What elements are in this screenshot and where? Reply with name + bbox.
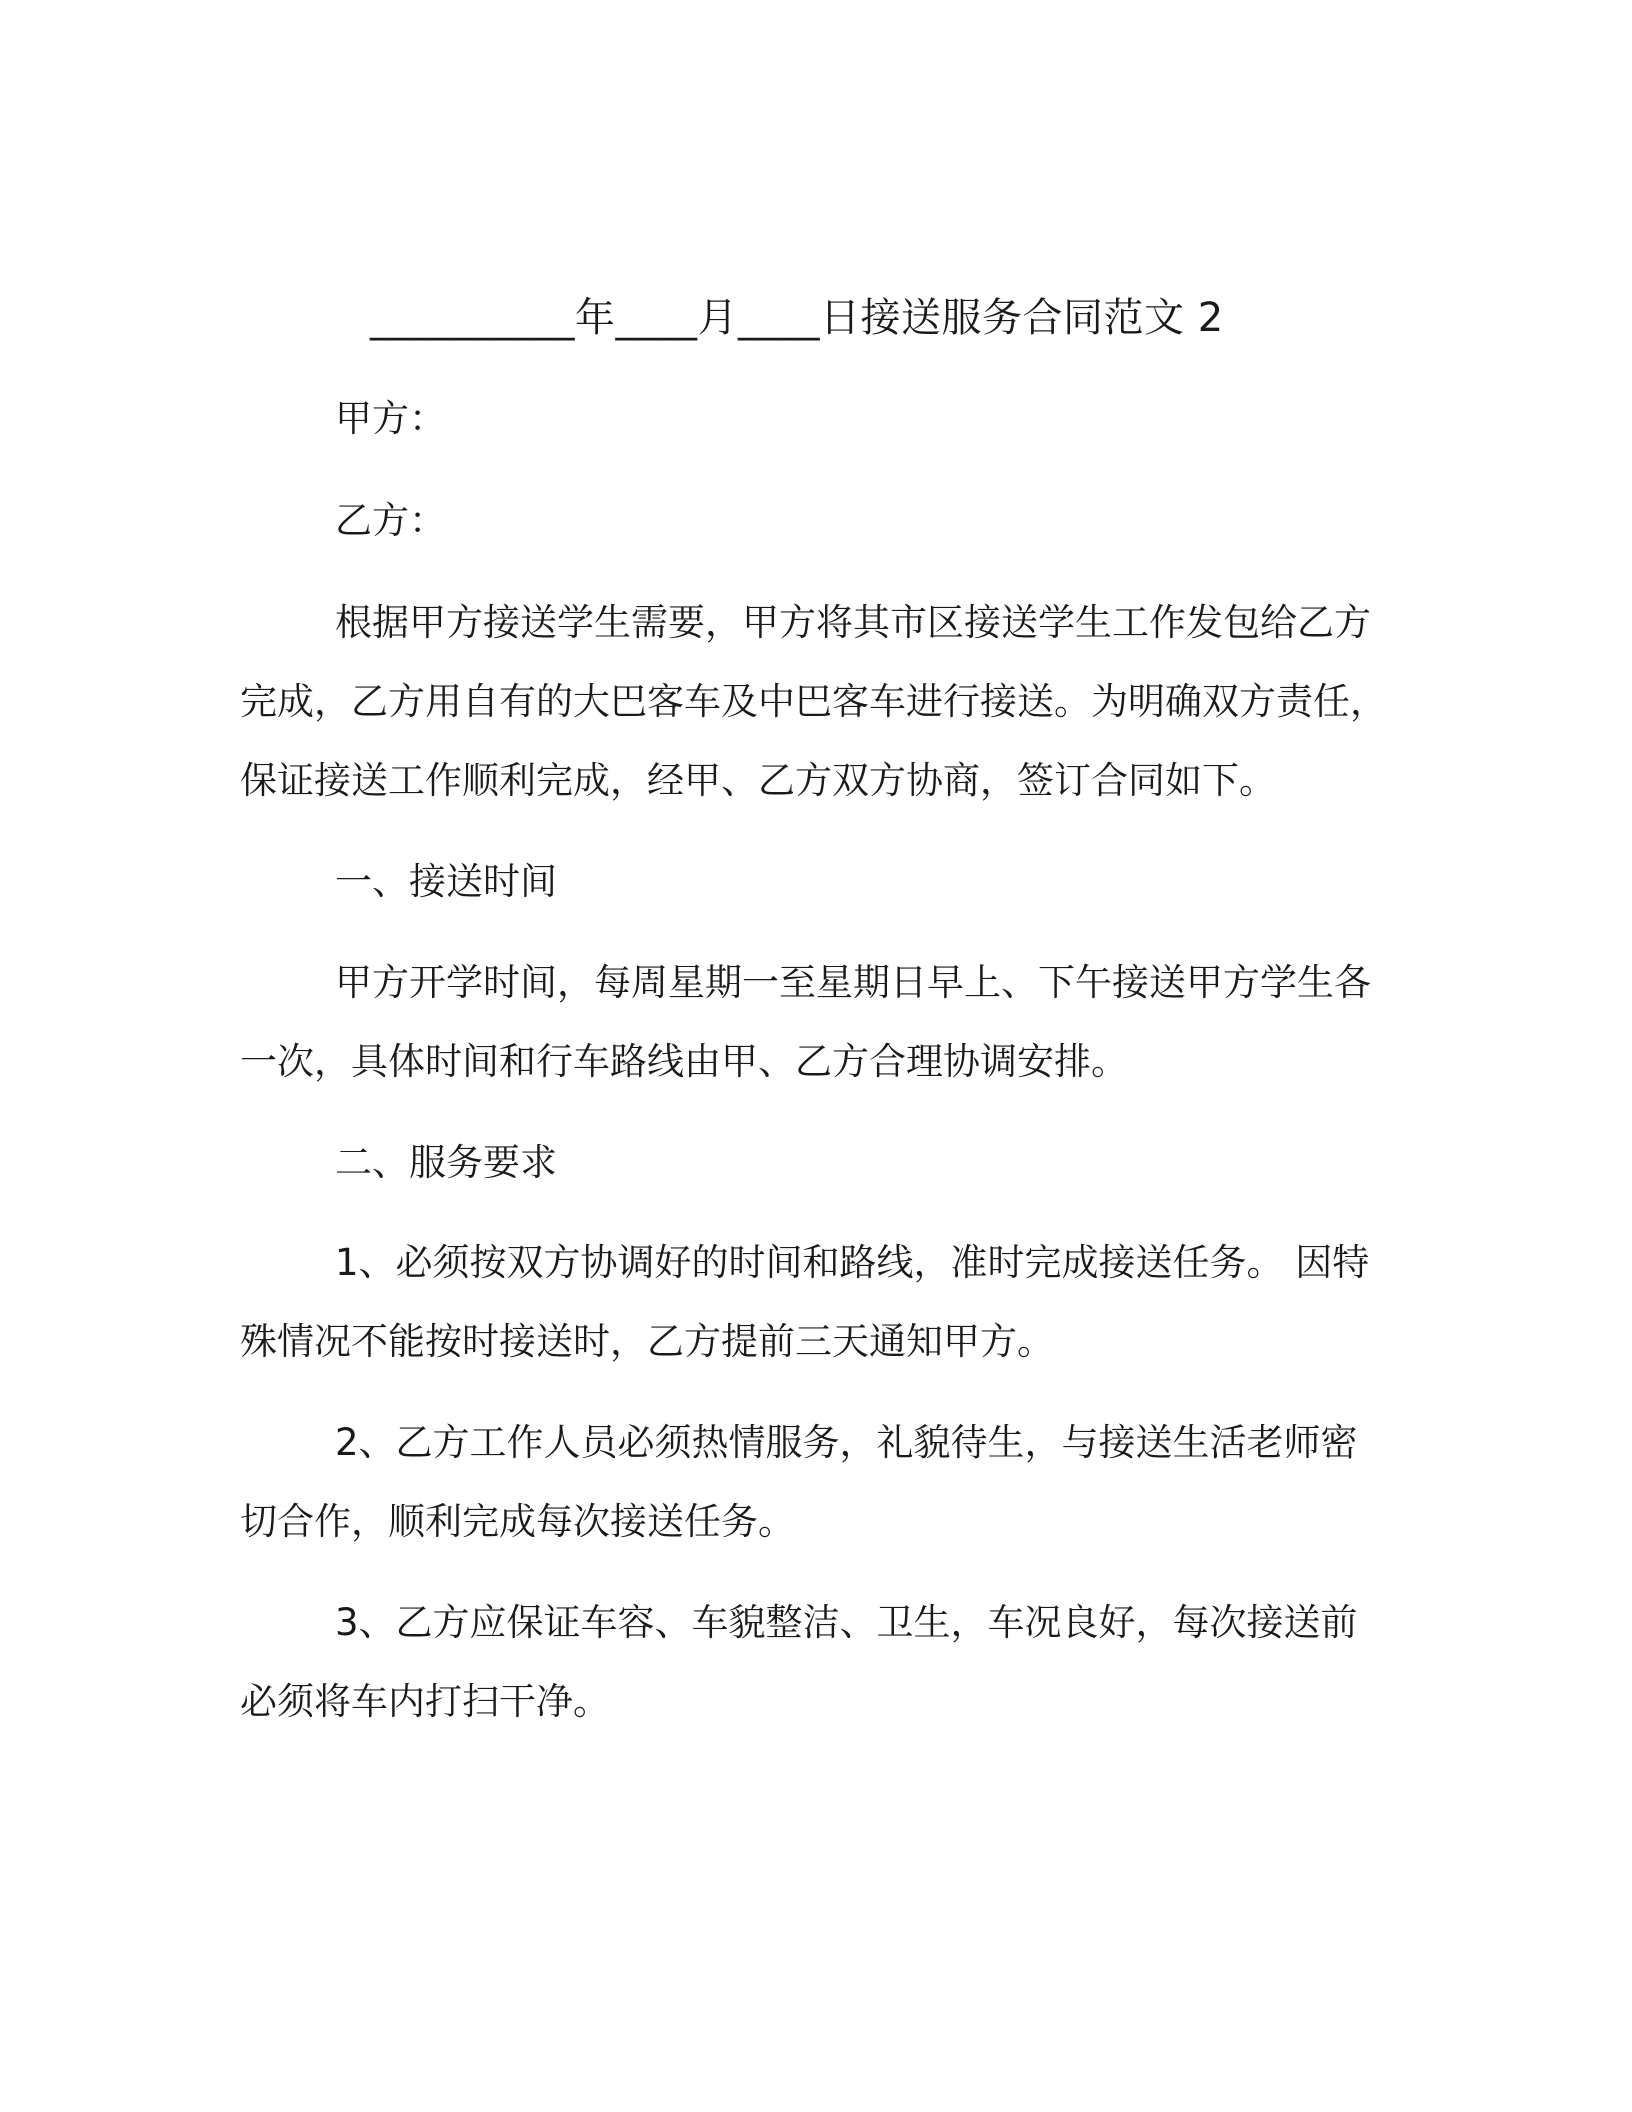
document-title: __________年____月____日接送服务合同范文 2 bbox=[370, 295, 1224, 341]
section-1-heading: 一、接送时间 bbox=[335, 860, 557, 903]
item-1-line-1: 1、必须按双方协调好的时间和路线，准时完成接送任务。 因特 bbox=[335, 1241, 1370, 1284]
party-b-label: 乙方： bbox=[335, 499, 446, 542]
section-1-line-1: 甲方开学时间，每周星期一至星期日早上、下午接送甲方学生各 bbox=[335, 961, 1371, 1004]
item-2-line-1: 2、乙方工作人员必须热情服务，礼貌待生，与接送生活老师密 bbox=[335, 1421, 1358, 1464]
item-2-line-2: 切合作，顺利完成每次接送任务。 bbox=[240, 1500, 795, 1543]
item-3-line-2: 必须将车内打扫干净。 bbox=[240, 1680, 610, 1723]
item-1-line-2: 殊情况不能按时接送时，乙方提前三天通知甲方。 bbox=[240, 1320, 1054, 1363]
intro-line-3: 保证接送工作顺利完成，经甲、乙方双方协商，签订合同如下。 bbox=[240, 759, 1276, 802]
intro-line-2: 完成，乙方用自有的大巴客车及中巴客车进行接送。为明确双方责任， bbox=[240, 680, 1387, 723]
party-a-label: 甲方： bbox=[335, 397, 446, 440]
section-1-line-2: 一次，具体时间和行车路线由甲、乙方合理协调安排。 bbox=[240, 1040, 1128, 1083]
section-2-heading: 二、服务要求 bbox=[335, 1141, 557, 1184]
intro-line-1: 根据甲方接送学生需要，甲方将其市区接送学生工作发包给乙方 bbox=[335, 601, 1371, 644]
item-3-line-1: 3、乙方应保证车容、车貌整洁、卫生，车况良好，每次接送前 bbox=[335, 1601, 1358, 1644]
